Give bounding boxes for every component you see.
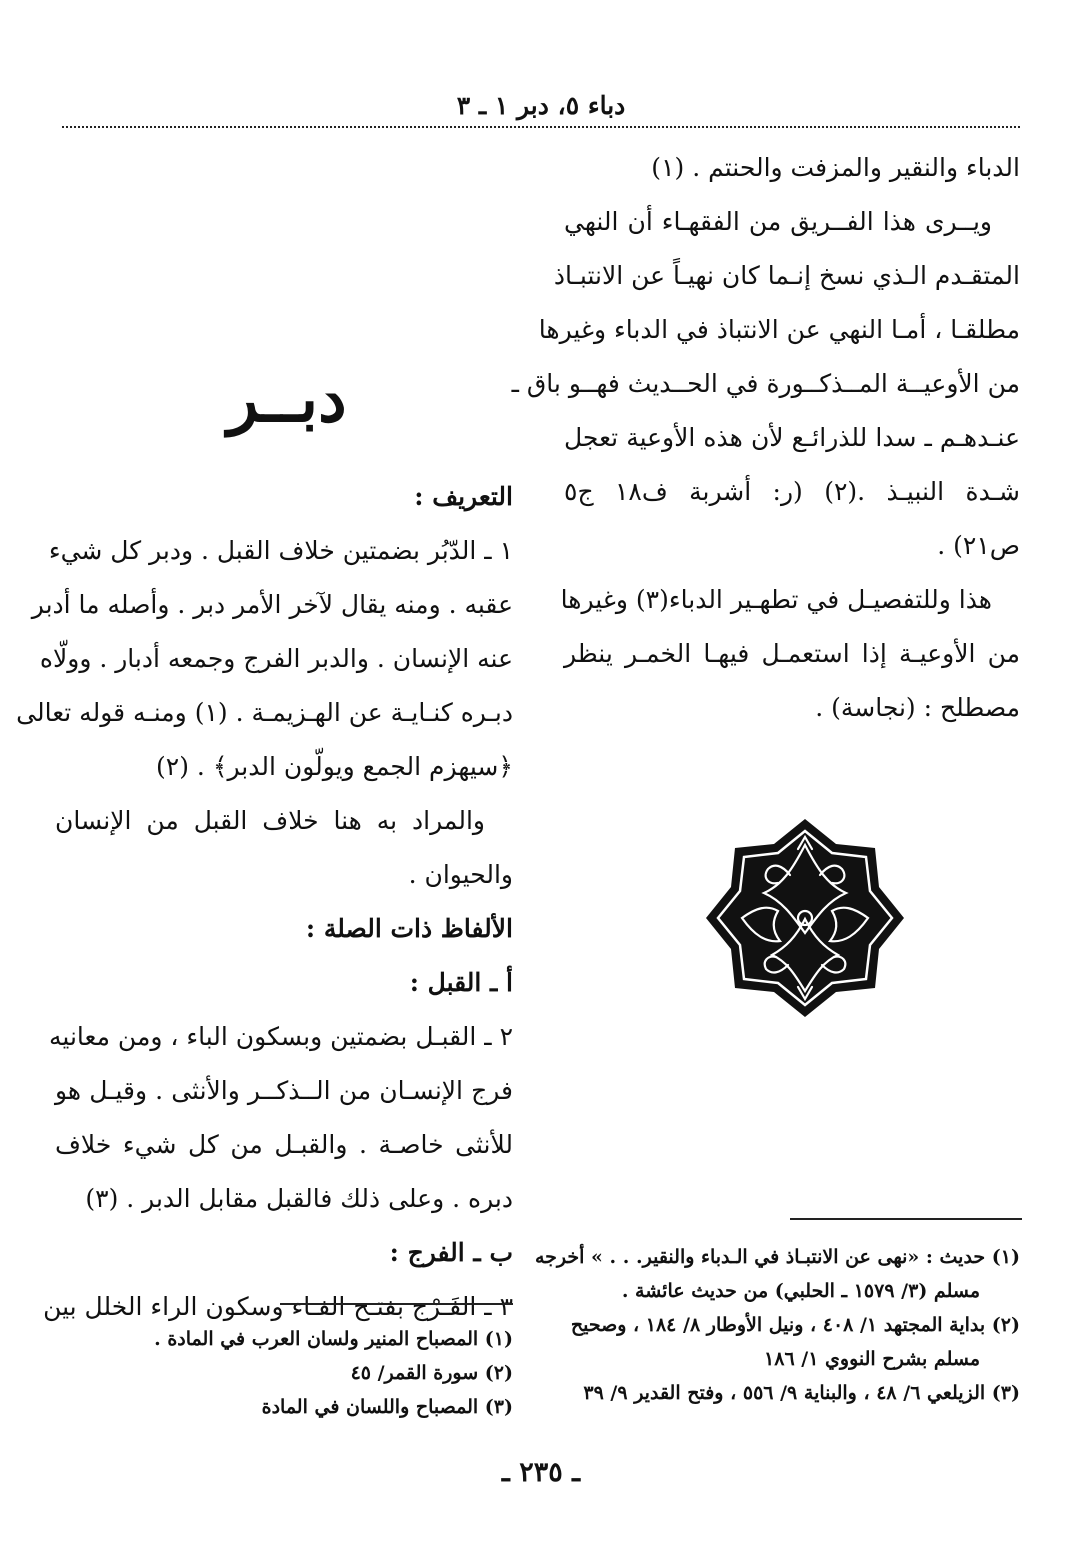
text-line: ويــرى هذا الفــريق من الفقهـاء أن النهي (564, 207, 992, 236)
subheading-related-terms: الألفاظ ذات الصلة : (305, 914, 513, 943)
footnote-rule-left (280, 1303, 513, 1305)
text-line: مصطلح : (نجاسة) . (815, 693, 1020, 722)
eight-point-star-ornament-icon (702, 815, 908, 1021)
section-title: دبــر (227, 362, 347, 437)
quran-quote-line: ﴿سيهزم الجمع ويولّون الدبر﴾ . (٢) (156, 752, 513, 781)
text-line: ٣ ـ الفَـرْج بفتـح الفـاء وسكون الراء الخلل بين (43, 1292, 513, 1321)
footnote-line: مسلم (٣/ ١٥٧٩ ـ الحلبي) من حديث عائشة . (621, 1280, 980, 1302)
footnote-line: (٢) سورة القمر/ ٤٥ (350, 1362, 513, 1384)
footnotes-left (55, 1322, 513, 1424)
footnote-line: (١) المصباح المنير ولسان العرب في المادة . (154, 1328, 513, 1350)
footnotes-right (534, 1240, 1020, 1410)
text-line: دبره . وعلى ذلك فالقبل مقابل الدبر . (٣) (85, 1184, 513, 1213)
text-line: ١ ـ الدّبُر بضمتين خلاف القبل . ودبر كل شيء (48, 536, 513, 565)
text-line: عنـدهـم ـ سدا للذرائـع لأن هذه الأوعية تعجل (564, 423, 1020, 452)
text-line: والمراد به هنا خلاف القبل من الإنسان (55, 806, 485, 835)
footnote-line: (٣) المصباح واللسان في المادة (261, 1396, 513, 1418)
footnote-line: (١) حديث : «نهى عن الانتبـاذ في الـدباء والنقير. . . » أخرجه (534, 1246, 1020, 1268)
text-line: شـدة النبيـذ .(٢) (ر: أشربة ف١٨ ج٥ (564, 477, 1020, 506)
subheading-definition: التعريف : (414, 482, 513, 511)
text-line: من الأوعيـة إذا استعمـل فيهـا الخمـر ينظر (564, 639, 1020, 668)
subheading-qubul: أ ـ القبل : (409, 968, 513, 997)
text-line: فرج الإنسـان من الــذكــر والأنثى . وقيـل هو (55, 1076, 513, 1105)
subheading-farj: ب ـ الفرج : (389, 1238, 513, 1267)
text-line: عنه الإنسان . والدبر الفرج وجمعه أدبار . وولّاه (39, 644, 513, 673)
text-line: عقبه . ومنه يقال لآخر الأمر دبر . وأصله ما أدبر (31, 590, 513, 619)
text-line: والحيوان . (408, 860, 513, 889)
page-number: ـ ٢٣٥ ـ (501, 1457, 581, 1488)
header-dotted-rule (62, 126, 1020, 128)
text-line: مطلقـا ، أمـا النهي عن الانتباذ في الدباء وغيرها (538, 315, 1020, 344)
text-line: الدباء والنقير والمزفت والحنتم . (١) (651, 153, 1020, 182)
left-column (16, 470, 513, 1334)
running-head: دباء ٥، دبر ١ ـ ٣ (456, 91, 626, 120)
text-line: ٢ ـ القبـل بضمتين وبسكون الباء ، ومن معانيه (49, 1022, 513, 1051)
text-line: هذا وللتفصيـل في تطهـير الدباء(٣) وغيرها (560, 585, 992, 614)
text-line: دبـره كنـايـة عن الهـزيمـة . (١) ومنـه قوله تعالى (16, 698, 513, 727)
footnote-line: (٢) بداية المجتهد ١/ ٤٠٨ ، ونيل الأوطار ٨/ ١٨٤ ، وصحيح (570, 1314, 1020, 1336)
footnote-line: (٣) الزيلعي ٦/ ٤٨ ، والبناية ٩/ ٥٥٦ ، وفتح القدير ٩/ ٣٩ (583, 1382, 1020, 1404)
text-line: من الأوعيــة المــذكــورة في الحــديث فهــو باق ـ (511, 369, 1020, 398)
text-line: ص٢١) . (937, 531, 1020, 560)
text-line: المتقـدم الـذي نسخ إنـما كان نهيـاً عن الانتبـاذ (553, 261, 1020, 290)
text-line: للأنثى خاصـة . والقبـل من كل شيء خلاف (55, 1130, 513, 1159)
footnote-line: مسلم بشرح النووي ١/ ١٨٦ (764, 1348, 980, 1370)
right-column (511, 141, 1020, 735)
footnote-rule-right (790, 1218, 1022, 1220)
